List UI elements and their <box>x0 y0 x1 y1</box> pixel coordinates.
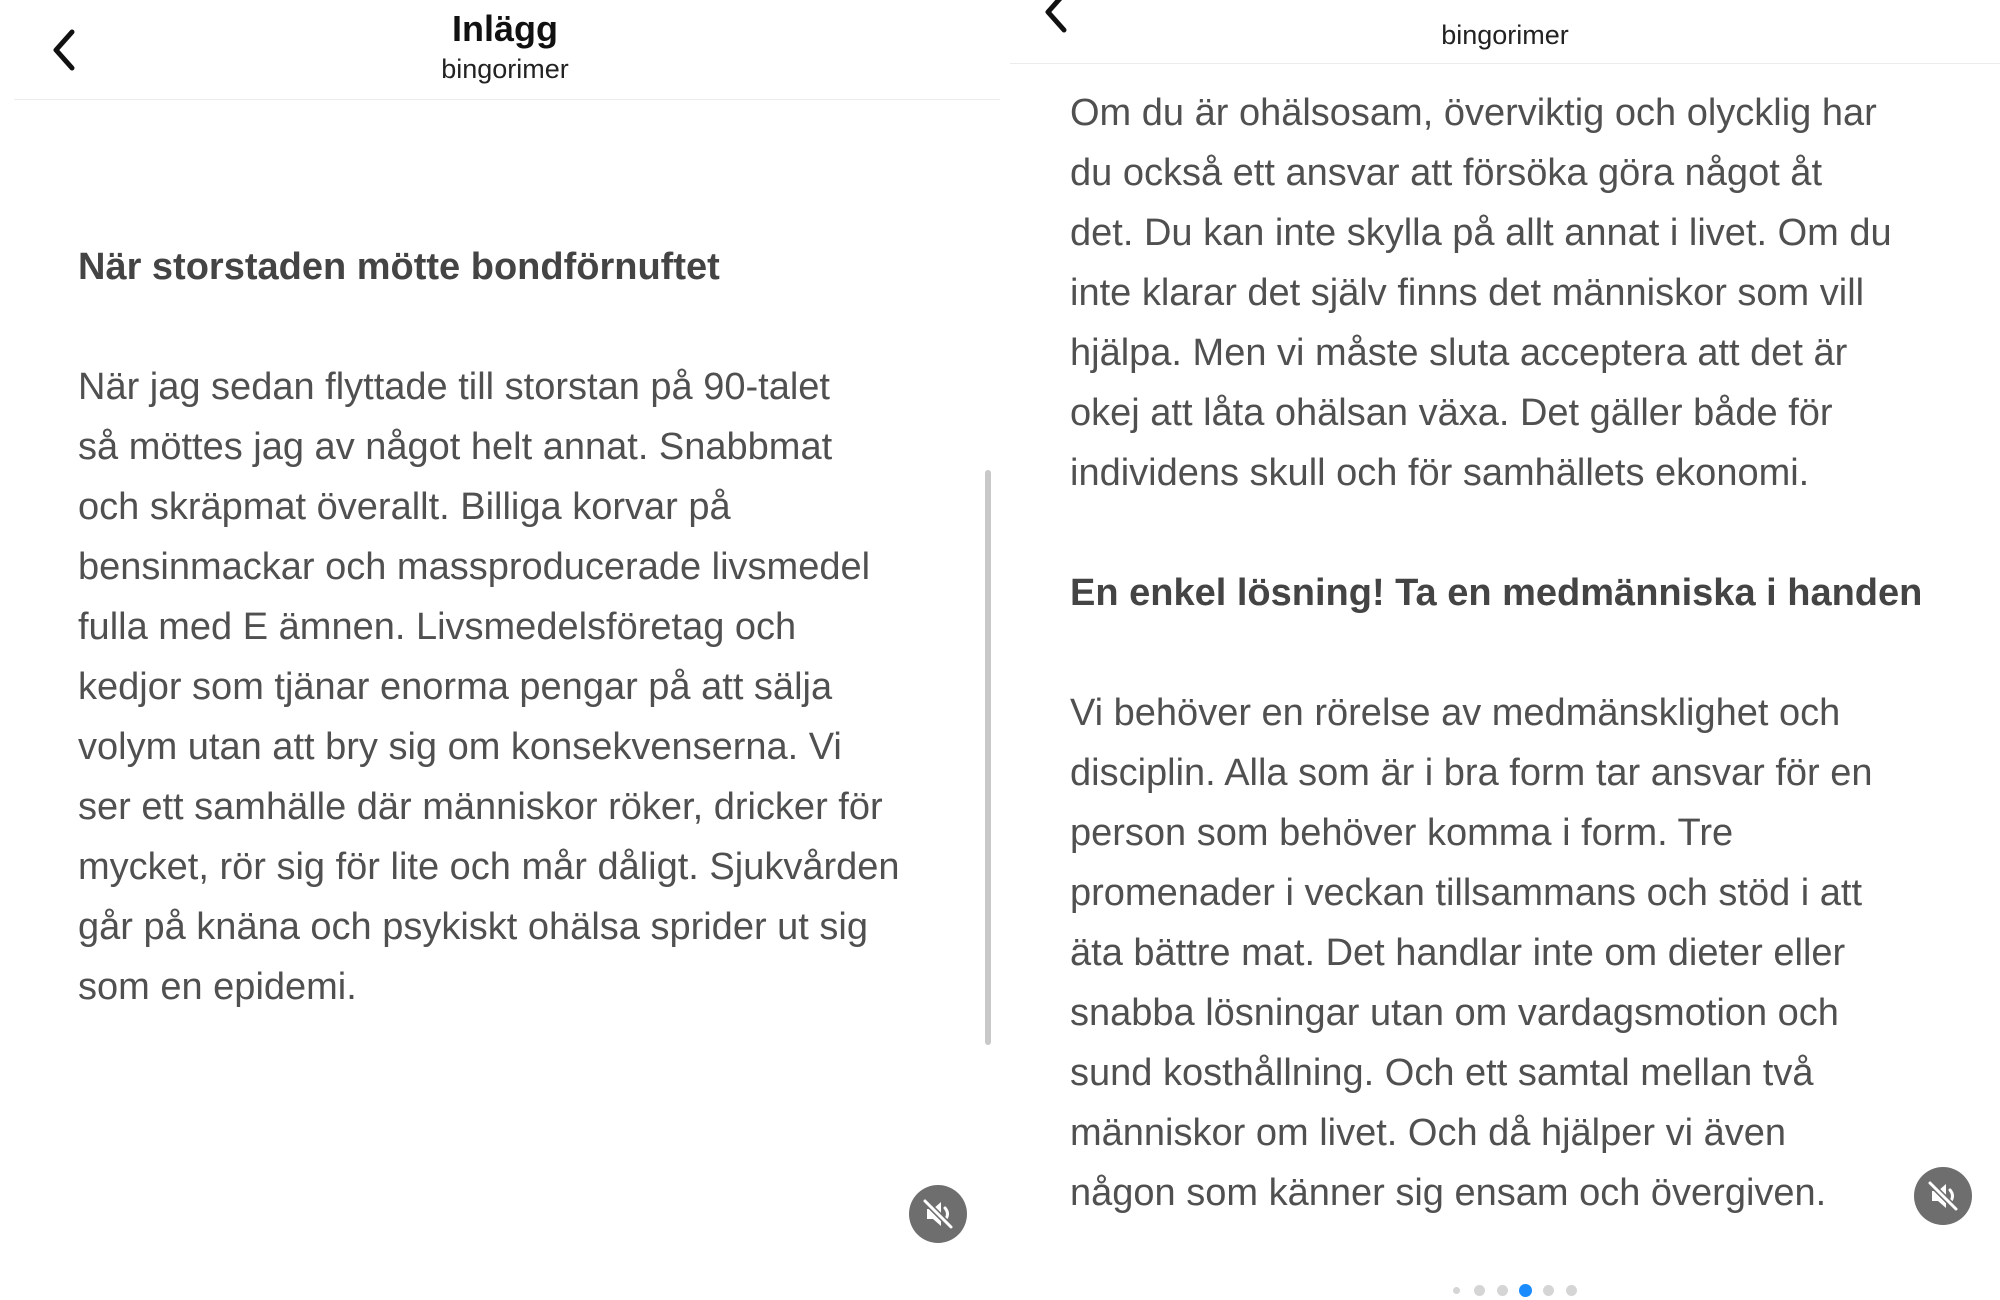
carousel-dot <box>1566 1285 1577 1296</box>
page-title: Inlägg <box>452 8 558 49</box>
text-line: sund kosthållning. Och ett samtal mellan två <box>1070 1052 1814 1094</box>
text-line: bensinmackar och massproducerade livsmedel <box>78 546 871 588</box>
text-line: disciplin. Alla som är i bra form tar ansvar för en <box>1070 752 1873 794</box>
text-line: promenader i veckan tillsammans och stöd i att <box>1070 872 1863 914</box>
post-header <box>1010 0 2000 64</box>
text-line: som en epidemi. <box>78 966 357 1008</box>
section-heading: En enkel lösning! Ta en medmänniska i handen <box>1070 572 1923 614</box>
text-line: hjälpa. Men vi måste sluta acceptera att det är <box>1070 332 1848 374</box>
paragraph <box>1070 83 1970 503</box>
mute-button[interactable] <box>1914 1167 1972 1225</box>
text-line: okej att låta ohälsan växa. Det gäller både för <box>1070 392 1833 434</box>
text-line: inte klarar det själv finns det människor som vill <box>1070 272 1865 314</box>
mute-button[interactable] <box>909 1185 967 1243</box>
carousel-dot <box>1474 1285 1485 1296</box>
text-line: fulla med E ämnen. Livsmedelsföretag och <box>78 606 797 648</box>
carousel-dot <box>1543 1285 1554 1296</box>
text-line: person som behöver komma i form. Tre <box>1070 812 1734 854</box>
post-text <box>78 237 958 1017</box>
right-screen <box>1010 0 2000 1300</box>
carousel-dot <box>1497 1285 1508 1296</box>
text-line: Om du är ohälsosam, överviktig och olycklig har <box>1070 92 1877 134</box>
speaker-muted-icon <box>909 1185 967 1243</box>
paragraph <box>78 357 958 1017</box>
text-line: ser ett samhälle där människor röker, dricker för <box>78 786 883 828</box>
text-line: någon som känner sig ensam och övergiven. <box>1070 1172 1827 1214</box>
text-line: går på knäna och psykiskt ohälsa sprider ut sig <box>78 906 868 948</box>
text-line: äta bättre mat. Det handlar inte om dieter eller <box>1070 932 1846 974</box>
text-line: kedjor som tjänar enorma pengar på att sälja <box>78 666 833 708</box>
carousel-dot <box>1453 1287 1460 1294</box>
text-line: När jag sedan flyttade till storstan på 90-talet <box>78 366 830 408</box>
carousel-dot-active <box>1519 1284 1532 1297</box>
post-header <box>14 0 1000 100</box>
carousel-dots[interactable] <box>1450 1284 1590 1300</box>
text-line: volym utan att bry sig om konsekvenserna. Vi <box>78 726 842 768</box>
account-username[interactable]: bingorimer <box>441 54 569 84</box>
account-username[interactable]: bingorimer <box>1441 20 1569 50</box>
speaker-muted-icon <box>1914 1167 1972 1225</box>
text-line: människor om livet. Och då hjälper vi även <box>1070 1112 1786 1154</box>
text-line: Vi behöver en rörelse av medmänsklighet och <box>1070 692 1841 734</box>
text-line: det. Du kan inte skylla på allt annat i livet. Om du <box>1070 212 1892 254</box>
text-line: så möttes jag av något helt annat. Snabbmat <box>78 426 833 468</box>
text-line: snabba lösningar utan om vardagsmotion och <box>1070 992 1839 1034</box>
paragraph <box>1070 683 1970 1223</box>
text-line: och skräpmat överallt. Billiga korvar på <box>78 486 731 528</box>
scrollbar[interactable] <box>985 470 991 1045</box>
post-text <box>1070 83 1970 1223</box>
text-line: individens skull och för samhällets ekonomi. <box>1070 452 1810 494</box>
text-line: mycket, rör sig för lite och mår dåligt. Sjukvården <box>78 846 900 888</box>
section-heading: När storstaden mötte bondförnuftet <box>78 246 720 288</box>
text-line: du också ett ansvar att försöka göra något åt <box>1070 152 1823 194</box>
